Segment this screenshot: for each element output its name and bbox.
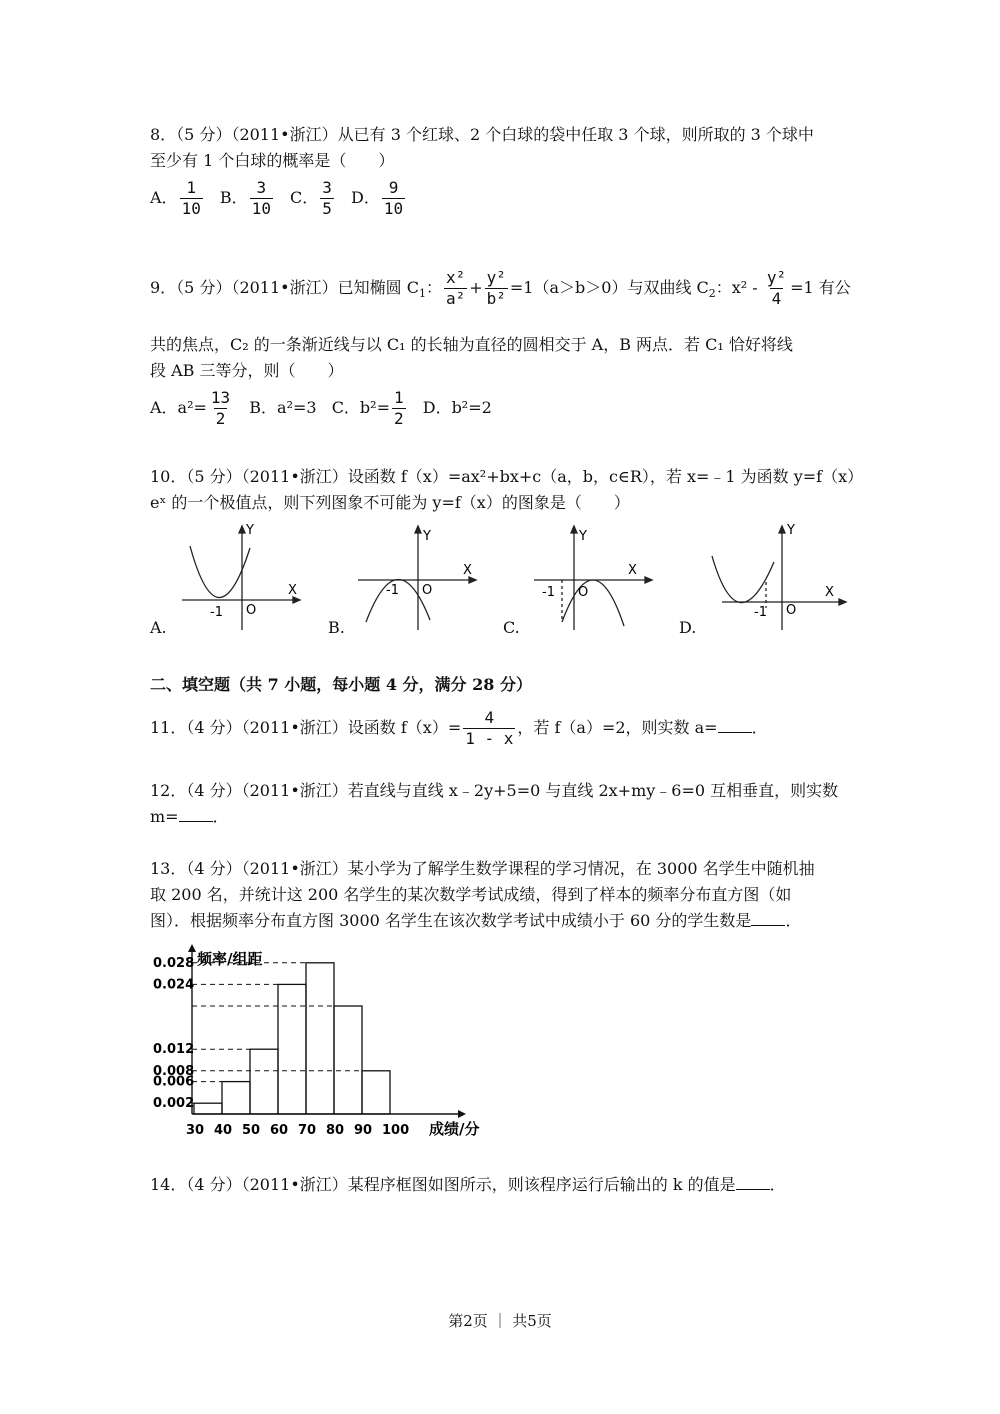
q12-line2: m= ． bbox=[150, 807, 229, 826]
q9-option-a: A．a²= $\frac{13}{2}$ bbox=[150, 388, 231, 428]
graph-b-y-label: Y bbox=[423, 529, 431, 544]
x-tick-label: 30 bbox=[186, 1123, 205, 1138]
histogram-bar bbox=[194, 1103, 222, 1114]
graph-b-origin: O bbox=[422, 583, 433, 598]
graph-c-mark: -1 bbox=[542, 585, 555, 600]
section-2-heading: 二、填空题（共 7 小题，每小题 4 分，满分 28 分） bbox=[150, 675, 532, 694]
q11-line: 11．（4 分）（2011•浙江）设函数 f（x）= $\frac{4}{1 - x}$ ，若 f（a）=2，则实数 a= ． bbox=[150, 708, 768, 748]
q10-line2: eˣ 的一个极值点，则下列图象不可能为 y=f（x）的图象是（ ） bbox=[150, 493, 630, 512]
graph-d-y-label: Y bbox=[787, 523, 795, 538]
graph-b-mark: -1 bbox=[386, 583, 399, 598]
chart-ylabel: 频率/组距 bbox=[197, 950, 263, 968]
graph-a-mark: -1 bbox=[210, 605, 223, 620]
q9-line1: 9．（5 分）（2011•浙江）已知椭圆 $C_1$： $\frac{\text{x²}}{\text{a²}}$ + $\frac{\text{y²}}{\text{b²}}$ =1（a＞b＞0）与双曲线 $C_2$：x² - $\frac{\text{y²}}{4}$ =1 有公 bbox=[150, 268, 851, 308]
q8-options bbox=[150, 178, 417, 219]
q9-option-d: D．b²=2 bbox=[422, 398, 492, 417]
histogram-bar bbox=[306, 963, 334, 1114]
graph-a bbox=[182, 526, 300, 630]
q8-option-b: B． $\frac{3}{10}$ bbox=[219, 178, 271, 218]
q8-line2: 至少有 1 个白球的概率是（ ） bbox=[150, 151, 395, 170]
graph-d-origin: O bbox=[786, 603, 797, 618]
graph-d-label: D. bbox=[679, 618, 697, 637]
x-tick-label: 90 bbox=[354, 1123, 373, 1138]
x-tick-label: 70 bbox=[298, 1123, 317, 1138]
q9-options bbox=[150, 388, 502, 429]
y-tick-label: 0.028 bbox=[153, 955, 195, 971]
q8-line1: 8．（5 分）（2011•浙江）从已有 3 个红球、2 个白球的袋中任取 3 个球，则所取的 3 个球中 bbox=[150, 125, 814, 144]
graph-b-x-label: X bbox=[463, 563, 472, 578]
q8-option-c: C． $\frac{3}{5}$ bbox=[290, 178, 332, 218]
q13-answer-blank bbox=[751, 911, 785, 926]
q10-line1: 10．（5 分）（2011•浙江）设函数 f（x）=ax²+bx+c（a，b，c∈R），若 x=﹣1 为函数 y=f（x） bbox=[150, 467, 864, 486]
q9-line3: 段 AB 三等分，则（ ） bbox=[150, 361, 344, 380]
graph-a-label: A. bbox=[150, 618, 167, 637]
graph-d bbox=[712, 526, 846, 630]
x-tick-label: 60 bbox=[270, 1123, 289, 1138]
q8-option-d: D． $\frac{9}{10}$ bbox=[351, 178, 404, 218]
y-tick-label: 0.008 bbox=[153, 1063, 195, 1079]
y-tick-label: 0.012 bbox=[153, 1042, 195, 1058]
histogram-bar bbox=[278, 984, 306, 1114]
q14-answer-blank bbox=[736, 1175, 770, 1190]
page-footer: 第2页 ｜ 共5页 bbox=[448, 1312, 552, 1330]
histogram-bar bbox=[334, 1006, 362, 1114]
x-tick-label: 50 bbox=[242, 1123, 261, 1138]
q14-line: 14．（4 分）（2011•浙江）某程序框图如图所示，则该程序运行后输出的 k 的值是 ． bbox=[150, 1175, 786, 1194]
graph-b bbox=[358, 526, 476, 630]
q9-option-c: C．b²= $\frac{1}{2}$ bbox=[331, 388, 404, 428]
graph-c-origin: O bbox=[578, 585, 589, 600]
chart-xlabel: 成绩/分 bbox=[429, 1120, 480, 1138]
y-tick-label: 0.006 bbox=[153, 1074, 195, 1090]
q9-line2: 共的焦点，C₂ 的一条渐近线与以 C₁ 的长轴为直径的圆相交于 A，B 两点．若 C₁ 恰好将线 bbox=[150, 335, 793, 354]
graph-c-y-label: Y bbox=[579, 529, 587, 544]
histogram-bar bbox=[222, 1082, 250, 1114]
x-tick-label: 80 bbox=[326, 1123, 345, 1138]
x-tick-label: 40 bbox=[214, 1123, 233, 1138]
graph-c-label: C. bbox=[503, 618, 520, 637]
histogram-bar bbox=[362, 1071, 390, 1114]
q11-answer-blank bbox=[718, 718, 752, 733]
q13-line2: 取 200 名，并统计这 200 名学生的某次数学考试成绩，得到了样本的频率分布直方图（如 bbox=[150, 885, 792, 904]
graph-a-origin: O bbox=[246, 603, 257, 618]
graph-c bbox=[534, 526, 652, 630]
y-tick-label: 0.002 bbox=[153, 1096, 195, 1112]
histogram-bar bbox=[250, 1049, 278, 1114]
graph-a-x-label: X bbox=[288, 583, 297, 598]
q9-option-b: B．a²=3 bbox=[249, 398, 317, 417]
graph-c-x-label: X bbox=[628, 563, 637, 578]
q12-line1: 12．（4 分）（2011•浙江）若直线与直线 x﹣2y+5=0 与直线 2x+my﹣6=0 互相垂直，则实数 bbox=[150, 781, 839, 800]
y-tick-label: 0.024 bbox=[153, 977, 195, 993]
graph-b-label: B. bbox=[328, 618, 345, 637]
q8-option-a: A． $\frac{1}{10}$ bbox=[150, 178, 201, 218]
graph-d-x-label: X bbox=[825, 585, 834, 600]
graph-d-mark: -1 bbox=[754, 605, 767, 620]
q13-line1: 13．（4 分）（2011•浙江）某小学为了解学生数学课程的学习情况，在 3000 名学生中随机抽 bbox=[150, 859, 815, 878]
x-tick-label: 100 bbox=[382, 1123, 410, 1138]
q12-answer-blank bbox=[179, 807, 213, 822]
q13-line3: 图）．根据频率分布直方图 3000 名学生在该次数学考试中成绩小于 60 分的学生数是 ． bbox=[150, 911, 802, 930]
graph-a-y-label: Y bbox=[246, 523, 254, 538]
frequency-histogram bbox=[145, 940, 505, 1140]
